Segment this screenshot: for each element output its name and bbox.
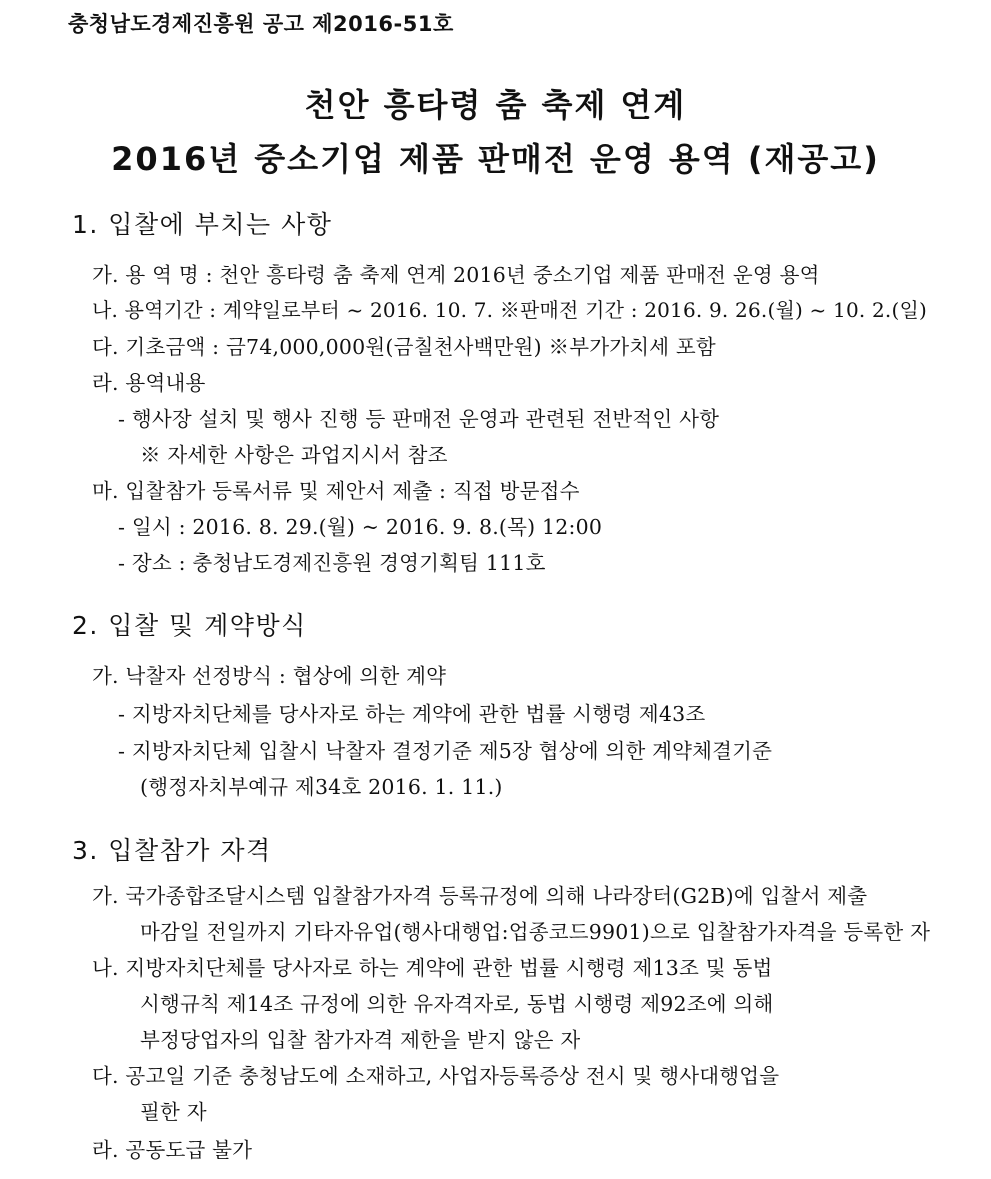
qualification-da-line-1: 다. 공고일 기준 충청남도에 소재하고, 사업자등록증상 전시 및 행사대행업을	[92, 1064, 780, 1088]
qualification-ga-line-2: 마감일 전일까지 기타자유업(행사대행업:업종코드9901)으로 입찰참가자격을 등록한 자	[140, 920, 931, 944]
section-1-heading: 1. 입찰에 부치는 사항	[72, 210, 333, 239]
registration-label: 마. 입찰참가 등록서류 및 제안서 제출 : 직접 방문접수	[92, 479, 580, 503]
title-line-2: 2016년 중소기업 제품 판매전 운영 용역 (재공고)	[111, 140, 880, 178]
qualification-na-line-2: 시행규칙 제14조 규정에 의한 유자격자로, 동법 시행령 제92조에 의해	[140, 992, 774, 1016]
service-name: 가. 용 역 명 : 천안 흥타령 춤 축제 연계 2016년 중소기업 제품 판매전 운영 용역	[92, 263, 820, 287]
qualification-ra: 라. 공동도급 불가	[92, 1138, 253, 1162]
qualification-da-line-2: 필한 자	[140, 1100, 207, 1124]
registration-place: - 장소 : 충청남도경제진흥원 경영기획팀 111호	[118, 551, 546, 575]
qualification-na-line-3: 부정당업자의 입찰 참가자격 제한을 받지 않은 자	[140, 1028, 581, 1052]
qualification-ga-line-1: 가. 국가종합조달시스템 입찰참가자격 등록규정에 의해 나라장터(G2B)에 입찰서 제출	[92, 884, 868, 908]
qualification-na-line-1: 나. 지방자치단체를 당사자로 하는 계약에 관한 법률 시행령 제13조 및 동법	[92, 956, 773, 980]
announcement-number: 충청남도경제진흥원 공고 제2016-51호	[68, 12, 454, 36]
registration-date: - 일시 : 2016. 8. 29.(월) ~ 2016. 9. 8.(목) 12:00	[118, 515, 603, 539]
law-reference-1: - 지방자치단체를 당사자로 하는 계약에 관한 법률 시행령 제43조	[118, 702, 706, 726]
service-content-note: ※ 자세한 사항은 과업지시서 참조	[140, 443, 448, 467]
section-3-heading: 3. 입찰참가 자격	[72, 836, 272, 865]
title-line-1: 천안 흥타령 춤 축제 연계	[304, 86, 687, 124]
selection-method: 가. 낙찰자 선정방식 : 협상에 의한 계약	[92, 664, 447, 688]
base-amount: 다. 기초금액 : 금74,000,000원(금칠천사백만원) ※부가가치세 포함	[92, 335, 716, 359]
service-content-detail: - 행사장 설치 및 행사 진행 등 판매전 운영과 관련된 전반적인 사항	[118, 407, 720, 431]
service-content-label: 라. 용역내용	[92, 371, 206, 395]
law-reference-2-cont: (행정자치부예규 제34호 2016. 1. 11.)	[140, 775, 503, 799]
law-reference-2: - 지방자치단체 입찰시 낙찰자 결정기준 제5장 협상에 의한 계약체결기준	[118, 739, 773, 763]
service-period: 나. 용역기간 : 계약일로부터 ~ 2016. 10. 7. ※판매전 기간 : 2016. 9. 26.(월) ~ 10. 2.(일)	[92, 298, 928, 322]
section-2-heading: 2. 입찰 및 계약방식	[72, 611, 307, 640]
